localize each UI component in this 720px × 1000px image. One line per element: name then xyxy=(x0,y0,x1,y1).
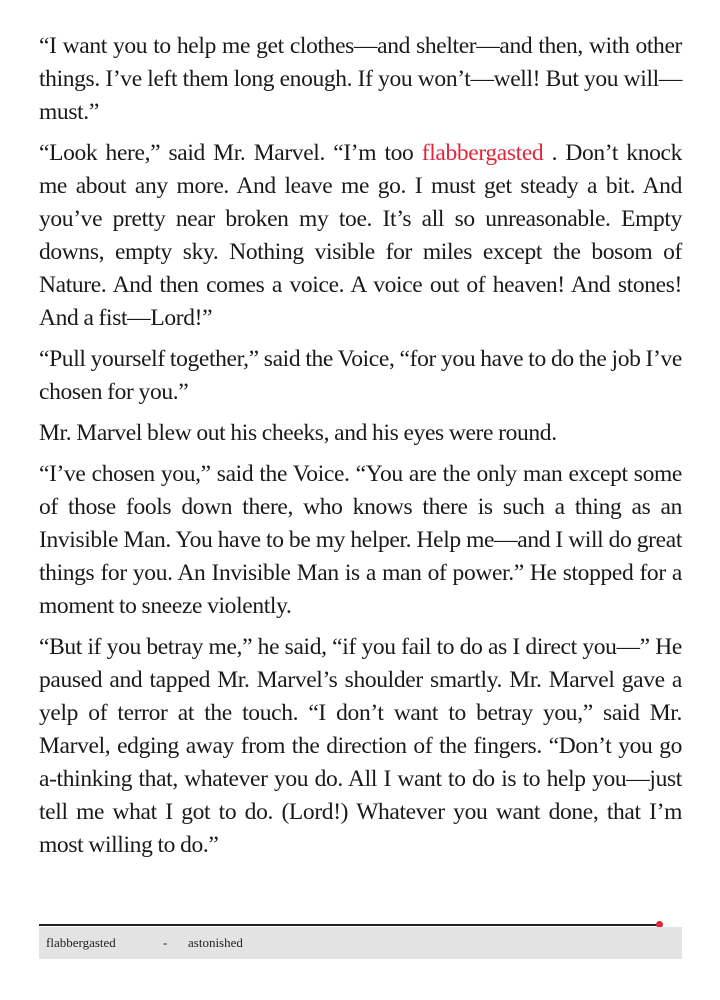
paragraph-5-text: “I’ve chosen you,” said the Voice. “You are the only man except some of those fools down there, who knows there is such a thing as an Invisible Man. You have to be my helper. Help me—and I will do great things for you. An Invisible Man is a man of power.” He stopped for a moment to sneeze violently. xyxy=(39,461,682,619)
paragraph-3 xyxy=(39,343,682,409)
paragraph-2 xyxy=(39,137,682,335)
glossary-term: flabbergasted xyxy=(46,935,116,950)
glossary-definition: astonished xyxy=(188,935,243,950)
paragraph-6-text: “But if you betray me,” he said, “if you fail to do as I direct you—” He paused and tapped Mr. Marvel’s shoulder smartly. Mr. Marvel gave a yelp of terror at the touch. “I don’t want to betray you,” said Mr. Marvel, edging away from the direction of the fingers. “Don’t you go a-thinking that, whatever you do. All I want to do is to help you—just tell me what I got to do. (Lord!) Whatever you want done, that I’m most willing to do.” xyxy=(39,634,682,858)
story-text xyxy=(39,30,682,870)
glossary-box xyxy=(39,927,682,959)
paragraph-5 xyxy=(39,458,682,623)
footnote-divider xyxy=(39,924,660,926)
paragraph-2-text-start: “Look here,” said Mr. Marvel. “I’m too xyxy=(39,140,422,166)
paragraph-3-text: “Pull yourself together,” said the Voice, “for you have to do the job I’ve chosen for you.” xyxy=(39,346,682,405)
paragraph-6 xyxy=(39,631,682,862)
glossary-separator: - xyxy=(163,935,168,950)
paragraph-2-text-end: . Don’t knock me about any more. And leave me go. I must get steady a bit. And you’ve pretty near broken my toe. It’s all so unreasonable. Empty downs, empty sky. Nothing visible for miles except the bosom of Nature. And then comes a voice. A voice out of heaven! And stones! And a fist—Lord!” xyxy=(39,140,682,331)
highlighted-vocabulary-word: flabbergasted xyxy=(421,140,544,166)
paragraph-1-text: “I want you to help me get clothes—and shelter—and then, with other things. I’ve left them long enough. If you won’t—well! But you will—must.” xyxy=(39,33,682,125)
paragraph-1 xyxy=(39,30,682,129)
paragraph-4-text: Mr. Marvel blew out his cheeks, and his eyes were round. xyxy=(39,420,557,446)
paragraph-4 xyxy=(39,417,682,450)
